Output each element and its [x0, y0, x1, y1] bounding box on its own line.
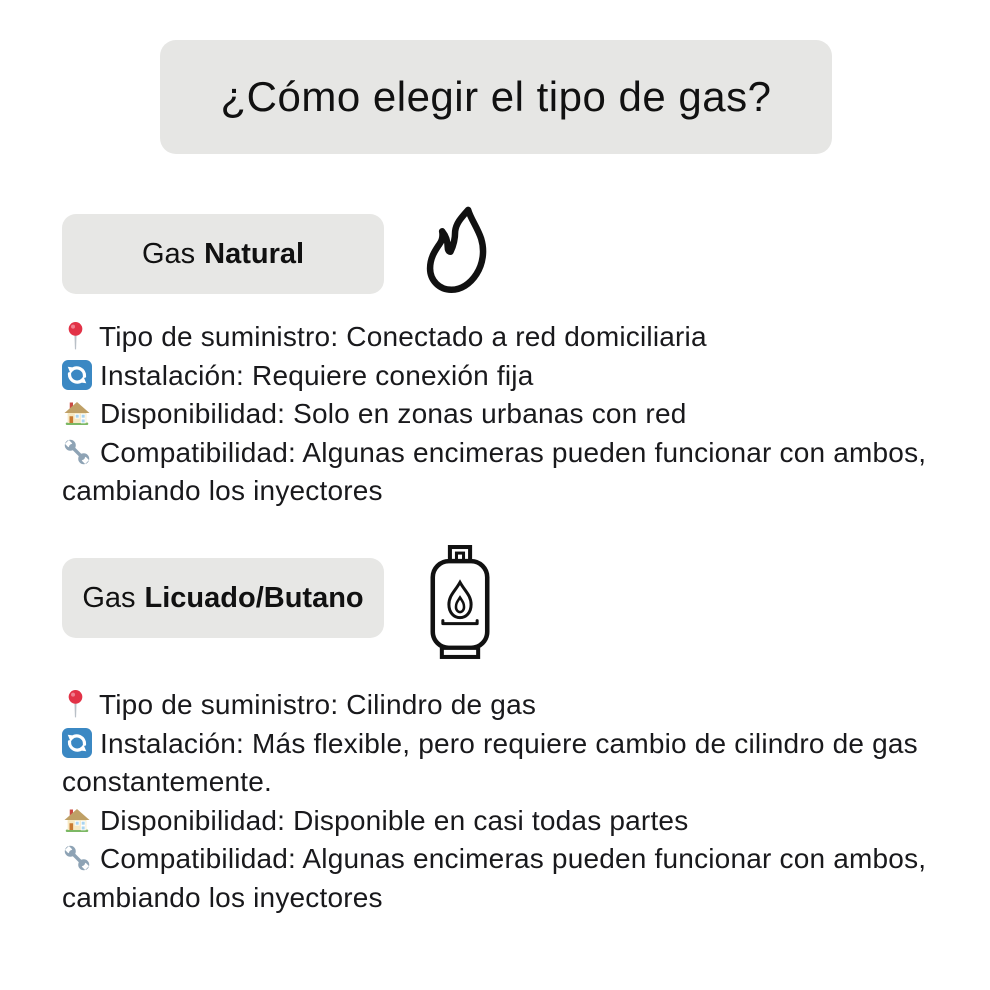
- label-bold: Licuado/Butano: [144, 581, 364, 614]
- item-text: Tipo de suministro: Cilindro de gas: [99, 689, 537, 720]
- round-pushpin-icon: [66, 689, 85, 720]
- list-item: [62, 357, 938, 396]
- label-regular: Gas: [141, 237, 196, 270]
- item-text: Disponibilidad: Disponible en casi todas partes: [100, 804, 689, 836]
- item-text: Compatibilidad: Algunas encimeras pueden funcionar con ambos, cambiando los inyectores: [62, 436, 927, 507]
- house-with-garden-icon: [62, 398, 92, 428]
- list-item: [62, 840, 938, 917]
- wrench-icon: [62, 437, 92, 467]
- item-text: Instalación: Requiere conexión fija: [100, 359, 534, 391]
- list-item: [62, 725, 938, 802]
- page-title: ¿Cómo elegir el tipo de gas?: [220, 73, 772, 120]
- label-regular: Gas: [82, 581, 136, 614]
- list-item: [62, 434, 938, 511]
- section-label-gas-natural: [62, 214, 384, 294]
- list-item: [62, 802, 938, 841]
- item-text: Instalación: Más flexible, pero requiere cambio de cilindro de gas constantemente.: [62, 727, 918, 798]
- round-pushpin-icon: [66, 321, 85, 352]
- house-with-garden-icon: [62, 805, 92, 835]
- gas-licuado-feature-list: [62, 686, 938, 918]
- counterclockwise-arrows-icon: [62, 728, 92, 758]
- section-label-gas-licuado: [62, 558, 384, 638]
- gas-cylinder-icon: [427, 544, 493, 663]
- gas-natural-feature-list: [62, 318, 938, 511]
- list-item: [62, 686, 938, 725]
- wrench-icon: [62, 843, 92, 873]
- flame-icon: [418, 201, 496, 308]
- label-bold: Natural: [204, 237, 305, 270]
- item-text: Tipo de suministro: Conectado a red domiciliaria: [99, 321, 707, 352]
- item-text: Disponibilidad: Solo en zonas urbanas con red: [100, 398, 687, 430]
- list-item: [62, 395, 938, 434]
- title-box: [160, 40, 832, 154]
- counterclockwise-arrows-icon: [62, 360, 92, 390]
- list-item: [62, 318, 938, 357]
- item-text: Compatibilidad: Algunas encimeras pueden funcionar con ambos, cambiando los inyectores: [62, 843, 927, 913]
